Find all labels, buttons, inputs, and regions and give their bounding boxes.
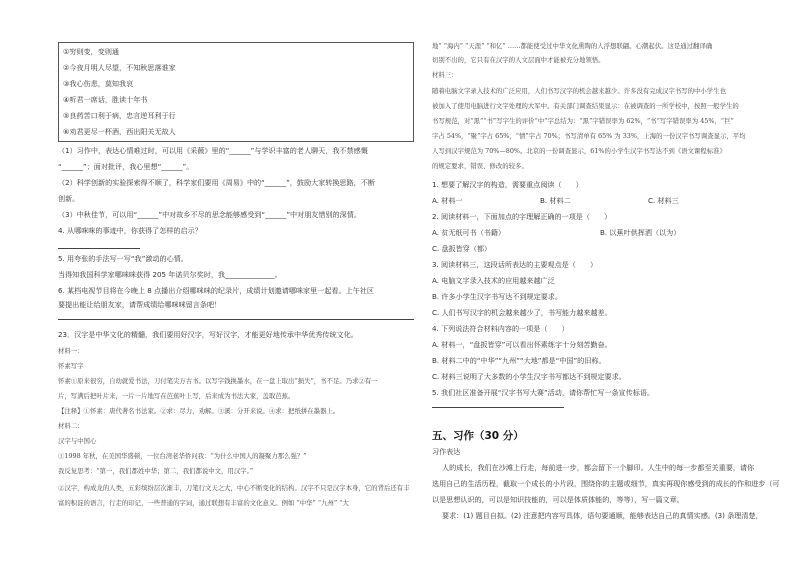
essay-prompt: 人的成长，我们在沙滩上行走，每前进一步，都会留下一个脚印。人生中的每一步都至关重要，请你 [442,463,755,472]
material-text: 地” “海内” “天涯” “和亿” ……都能使受过中华文化熏陶的人浮想联翩。心潮起伏。这是通过翻译确 [432,42,713,50]
question-text: 要提出能让给朋友家，请帮成绩给哪咪咪留言条吧！ [58,300,222,309]
material-text: 富的积淀的语言，行走的印记，一些普通的字词，通过联想有丰富的文化意义。例如 “中华” “九州” “大 [58,499,349,507]
material-text: 字占 54%，“聚”字占 65%，“情”字占 70%；书写清单有 65% 为 33%，上海的一份汉字书写调查显示，平均 [432,132,746,140]
material-text: ②汉字，构成龙的人类，五彩缤纷层次渐丰，刀笔行文天之大，中心不断变化的结构。汉字不只是汉字本身，它的背后还有丰 [58,484,410,492]
quote-line: ③我心伤悲，莫知我哀 [63,79,134,88]
material-text: 怀素①原来很穷，自幼就爱书法，刀付笔尖万古书。以写字钱换墨水，在一盘上取出“损失”，书不足。乃求②有一 [58,377,378,385]
material-text: 材料三： [432,71,458,79]
quote-line: ①穷则变，变则通 [63,47,120,56]
question-text: （2）科学创新的实验探索得不顺了，科学家们要用《周易》中的“______”，鼓励大家转换思路，不断 [58,178,375,187]
option-c[interactable]: C. 材料三 [648,196,679,205]
question-text: 4. 从哪咪咪的事迹中，你获得了怎样的启示？ [58,226,202,235]
material-text: 的规定要求，错误、修改的较多。 [432,162,528,170]
material-text: 切别不出的，它只有在汉字的人文层面中才能被充分地领悟。 [432,56,605,64]
quote-line: ⑥劝君更尽一杯酒，西出阳关无故人 [63,127,176,136]
question-text: “______”；面对批评，我心里想“______”。 [58,162,194,171]
section-title: 五、习作（30 分） [432,430,524,442]
question-4: 4. 下列说法符合材料内容的一项是（ ） [432,324,569,333]
essay-prompt: 选用自己的生活历程，截取一个成长的小片段，围绕你的主题或细节，真实再现你感受到的成长的作和进步（可 [432,479,780,488]
material-text: 我反复思考：“第一，我们都姓中华；第二，我们都说中文，用汉字。” [58,467,254,475]
question-1: 1. 想要了解汉字的构造，需要重点阅读（ ） [432,180,583,189]
material-text: 材料一： [58,347,84,355]
option-a[interactable]: A. 材料一 [432,196,463,205]
question-text: 创新。 [58,194,80,203]
essay-prompt: 以是思想认识的，可以是知识技能的，可以是体质体能的，等等），写一篇文章。 [432,495,684,504]
material-text: 被加入了使用电脑进行文字处理的大军中。有关部门调查结果显示：在被调查的一所学校中，按照一般学生的 [432,102,739,110]
material-text: 人写到汉字规范为 70%—80%。北京的一份调查显示，61%的小学生汉字书写达不到《语文课程标准》 [432,147,726,155]
material-text: 书写规范，对“黑”“书”写字生的评价“中”字总结为：“黑”字错误率为 62%，“书”写字错误率为 45%，“巨” [432,117,734,125]
option-a[interactable]: A. 电脑文字录入技术的应用越来越广泛 [432,276,555,285]
question-text: 6. 某档电视节目将在今晚上 8 点播出介绍哪咪咪的纪录片，成绩计划邀请哪咪家里一起看。上午社区 [58,286,374,295]
question-2: 2. 阅读材料一，下面加点的字理解正确的一项是（ ） [432,212,612,221]
material-text: ①1998 年秋，在美国华盛顿，一位台湾老华侨问我：“为什么中国人的凝聚力那么强？” [58,452,307,460]
question-text: 5. 用夸张的手法写一写“我”激动的心情。 [58,254,188,263]
material-text: 随着电脑文字录入技术的广泛应用，人们书写汉字的机会越来越少。许多没有完成汉字书写的中小学生也 [432,87,726,95]
question-23: 23．汉字是中华文化的精髓，我们要用好汉字，写好汉字，才能更好地传承中华优秀传统文化。 [58,330,358,339]
option-b[interactable]: B. 材料二 [540,196,571,205]
answer-line [58,248,140,249]
question-text: 当得知我国科学家哪咪咪获得 205 年诺贝尔奖时，我______________。 [58,270,282,279]
question-3: 3. 阅读材料三，这段话所表达的主要观点是（ ） [432,260,598,269]
quote-line: ④听君一席话，胜读十年书 [63,95,148,104]
material-text: 片，写满后把叶片来，一片一片地写在芭蕉叶上写，后来成为书法大家，盖取芭蕉。 [58,392,295,400]
question-text: （1）习作中，表达心情难过时，可以用《采薇》里的“______”与学识丰富的老人聊天，我不禁感慨 [58,146,368,155]
option-a[interactable]: A. 材料一，“盘扳皆穿”可以看出怀素练字十分刻苦勤奋。 [432,340,612,349]
answer-line [432,407,564,408]
material-text: 汉字与中国心 [58,437,97,445]
section-subtitle: 习作表达 [432,447,461,456]
quote-box [58,42,414,142]
option-b[interactable]: B. 以蕉叶供挥洒（以为） [600,228,681,237]
essay-requirements: 要求：(1) 题目自拟。(2) 注意把内容写具体，语句要通顺，能够表达自己的真情实感。(3) 条理清楚， [442,511,763,520]
material-text: 材料二： [58,422,84,430]
question-text: （3）中秋佳节，可以用“______”中对故乡不尽的思念能够感受到“______”中对朋友惜别的深情。 [58,210,361,219]
quote-line: ⑤良药苦口利于病，忠言逆耳利于行 [63,111,176,120]
option-a[interactable]: A. 贫无纸可书（书籍） [432,228,506,237]
divider [58,319,414,320]
option-b[interactable]: B. 材料二中的“中华”“九州”“大地”都是“中国”的旧称。 [432,356,606,365]
material-text: 怀素写字 [58,362,84,370]
material-text: 【注释】①怀素：唐代著名书法家。②求：尽力，劝解。③溪：分开来说。④求：把纸拼在墨器上。 [58,407,340,415]
option-b[interactable]: B. 许多小学生汉字书写达不到规定要求。 [432,292,562,301]
question-5: 5. 我们社区准备开展“汉字书写大赛”活动，请你帮忙写一条宣传标语。 [432,388,655,397]
quote-line: ②今夜月明人尽望，不知秋思落谁家 [63,63,176,72]
option-c[interactable]: C. 盘扳皆穿（都） [432,244,492,253]
option-c[interactable]: C. 人们书写汉字的机会越来越少了，书写能力越来越差。 [432,308,612,317]
option-c[interactable]: C. 材料三说明了大多数的小学生汉字书写都达不到规定要求。 [432,372,626,381]
